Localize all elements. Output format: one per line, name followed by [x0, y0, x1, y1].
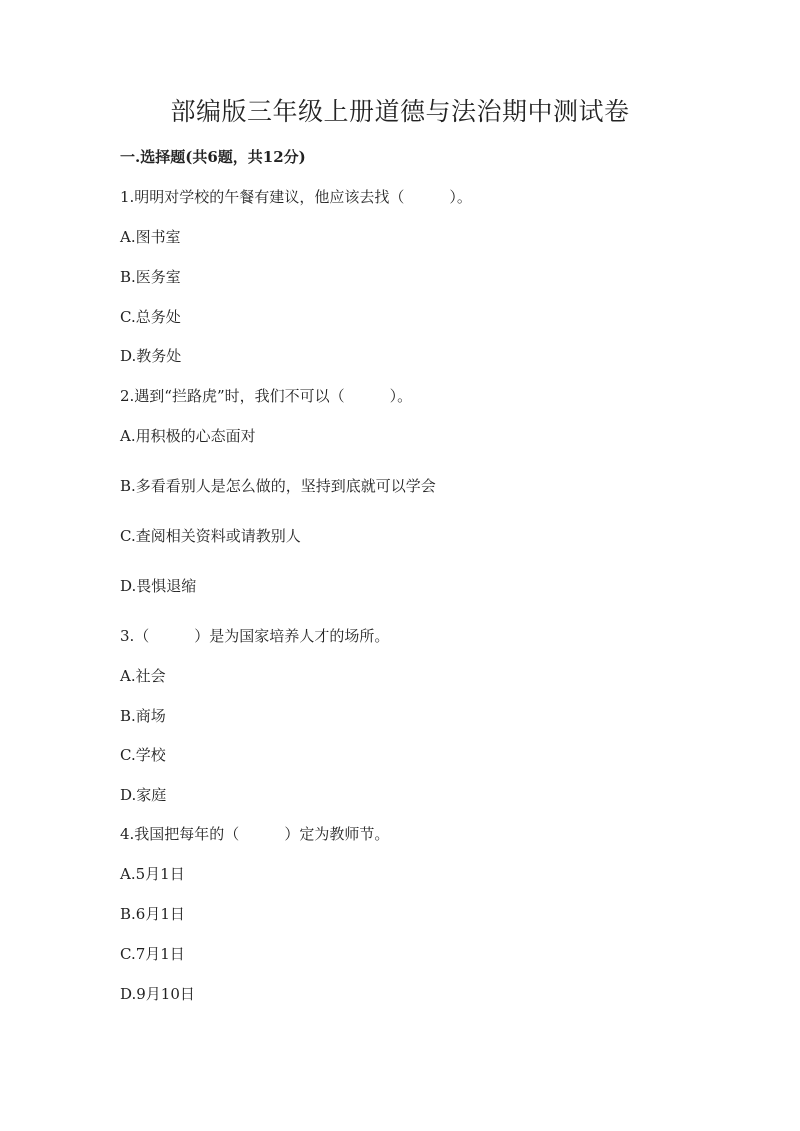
question-1-option-d: D.教务处 — [120, 347, 182, 365]
question-3-option-c: C.学校 — [120, 746, 166, 764]
question-2-option-d: D.畏惧退缩 — [120, 577, 197, 595]
question-3-option-d: D.家庭 — [120, 786, 167, 804]
question-1-option-a: A.图书室 — [120, 228, 181, 246]
question-2-option-a: A.用积极的心态面对 — [120, 427, 256, 445]
question-4-option-d: D.9月10日 — [120, 985, 195, 1003]
question-1-stem: 1.明明对学校的午餐有建议，他应该去找（ ）。 — [120, 188, 472, 206]
page-title: 部编版三年级上册道德与法治期中测试卷 — [170, 97, 630, 126]
section-heading: 一.选择题(共6题，共12分) — [120, 148, 306, 166]
question-1-option-c: C.总务处 — [120, 308, 181, 326]
question-2-option-c: C.查阅相关资料或请教别人 — [120, 527, 301, 545]
question-2-stem: 2.遇到“拦路虎”时，我们不可以（ ）。 — [120, 387, 413, 405]
question-4-option-b: B.6月1日 — [120, 905, 185, 923]
question-3-option-b: B.商场 — [120, 707, 166, 725]
question-2-option-b: B.多看看别人是怎么做的，坚持到底就可以学会 — [120, 477, 436, 495]
question-4-stem: 4.我国把每年的（ ）定为教师节。 — [120, 825, 390, 843]
question-1-option-b: B.医务室 — [120, 268, 181, 286]
question-4-option-c: C.7月1日 — [120, 945, 185, 963]
question-4-option-a: A.5月1日 — [120, 865, 185, 883]
question-3-option-a: A.社会 — [120, 667, 166, 685]
question-3-stem: 3.（ ）是为国家培养人才的场所。 — [120, 627, 390, 645]
